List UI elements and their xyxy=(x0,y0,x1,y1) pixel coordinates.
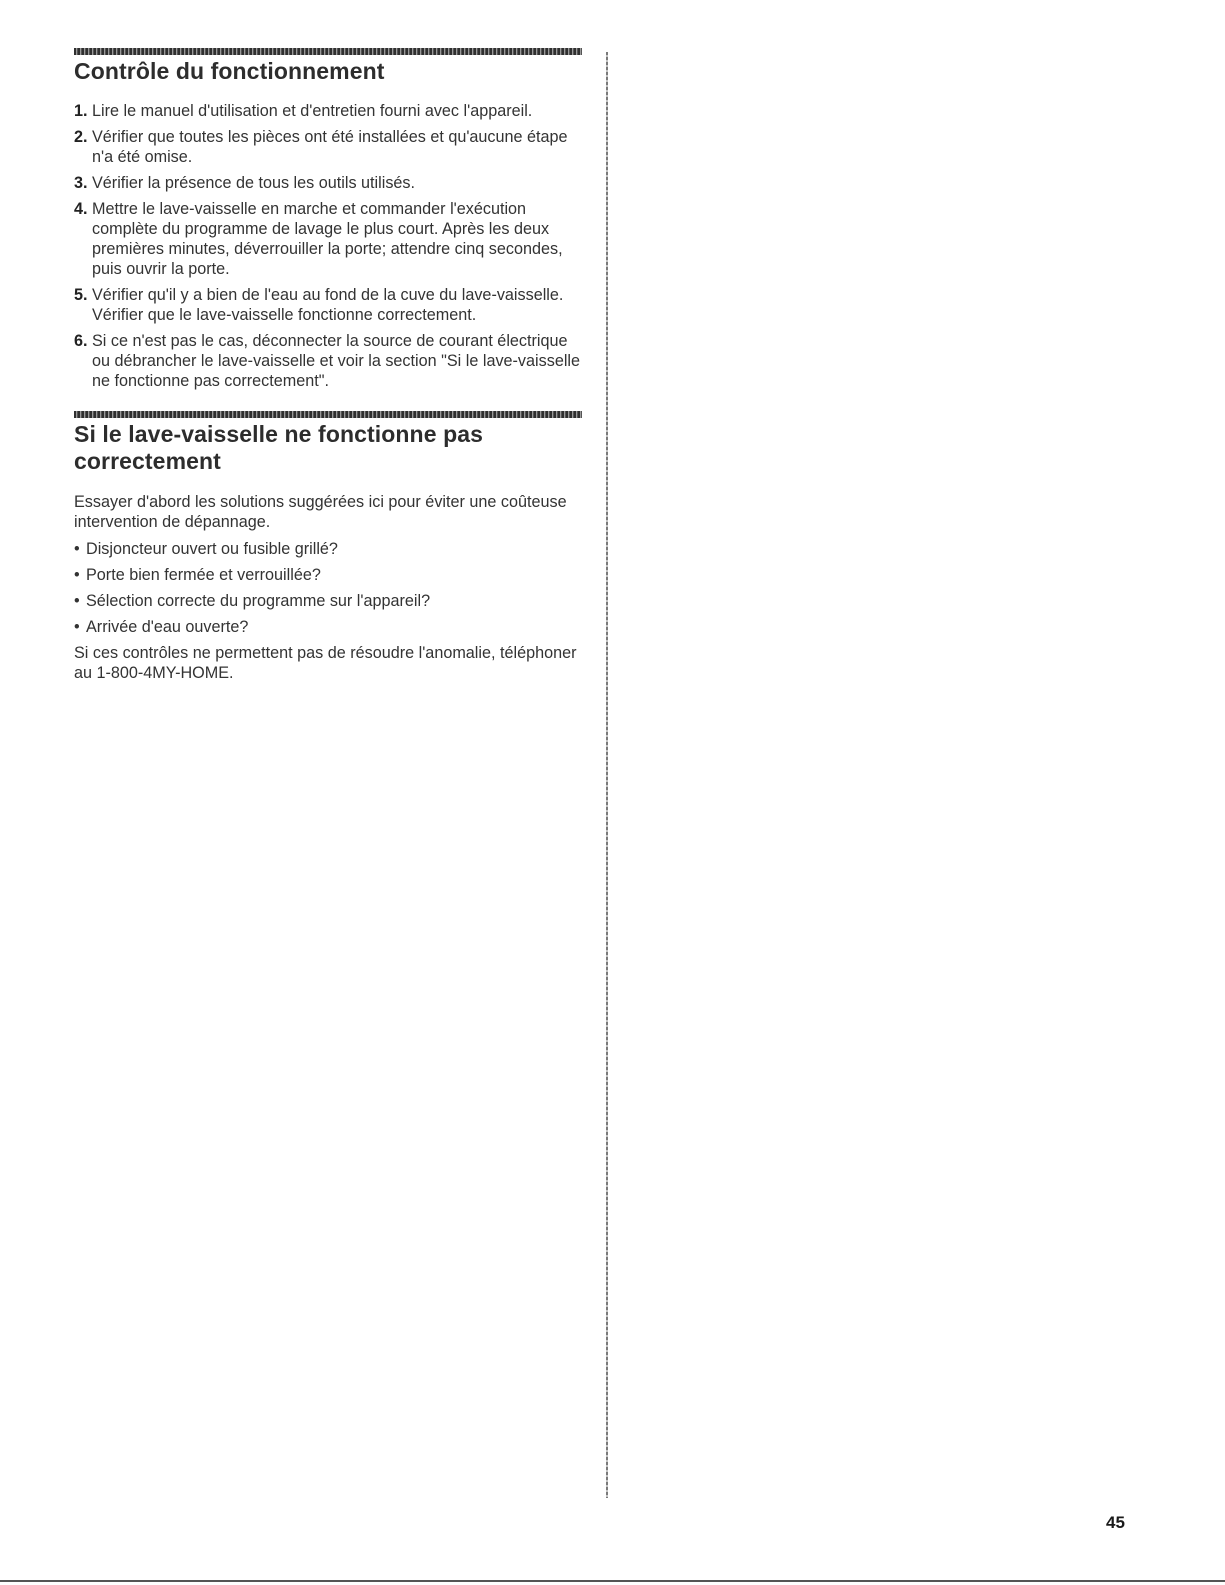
bullet-icon: • xyxy=(74,566,80,584)
troubleshooting-checklist xyxy=(74,539,582,637)
list-item: 6. Si ce n'est pas le cas, déconnecter la source de courant électrique ou débrancher le lave-vaisselle et voir la section "Si le lave-vaisselle ne fonctionne pas correctement". xyxy=(74,332,581,390)
bullet-icon: • xyxy=(74,592,80,610)
text-column xyxy=(74,48,582,683)
section-title-operation-check: Contrôle du fonctionnement xyxy=(74,58,385,84)
section-title-troubleshooting: Si le lave-vaisselle ne fonctionne pas correctement xyxy=(74,421,484,474)
section-rule xyxy=(74,411,582,418)
section-rule xyxy=(74,48,582,55)
operation-check-steps xyxy=(74,101,582,391)
column-divider xyxy=(606,52,608,1498)
troubleshooting-closing: Si ces contrôles ne permettent pas de résoudre l'anomalie, téléphoner au 1-800-4MY-HOME. xyxy=(74,644,577,682)
list-item: • Arrivée d'eau ouverte? xyxy=(74,618,249,636)
list-item: 4. Mettre le lave-vaisselle en marche et commander l'exécution complète du programme de lavage le plus court. Après les deux premières minutes, déverrouiller la porte; attendre cinq secondes, puis ouvrir la porte. xyxy=(74,200,563,278)
troubleshooting-intro: Essayer d'abord les solutions suggérées ici pour éviter une coûteuse intervention de dépannage. xyxy=(74,493,567,531)
page-number: 45 xyxy=(1106,1513,1125,1532)
bottom-rule xyxy=(0,1580,1225,1582)
bullet-icon: • xyxy=(74,540,80,558)
bullet-icon: • xyxy=(74,618,80,636)
list-item: • Disjoncteur ouvert ou fusible grillé? xyxy=(74,540,338,558)
list-item: 5. Vérifier qu'il y a bien de l'eau au fond de la cuve du lave-vaisselle. Vérifier que le lave-vaisselle fonctionne correctement. xyxy=(74,286,564,324)
list-item: 3. Vérifier la présence de tous les outils utilisés. xyxy=(74,174,416,192)
list-item: • Sélection correcte du programme sur l'appareil? xyxy=(74,592,431,610)
list-item: 2. Vérifier que toutes les pièces ont été installées et qu'aucune étape n'a été omise. xyxy=(74,128,568,166)
list-item: • Porte bien fermée et verrouillée? xyxy=(74,566,321,584)
list-item: 1. Lire le manuel d'utilisation et d'entretien fourni avec l'appareil. xyxy=(74,102,533,120)
